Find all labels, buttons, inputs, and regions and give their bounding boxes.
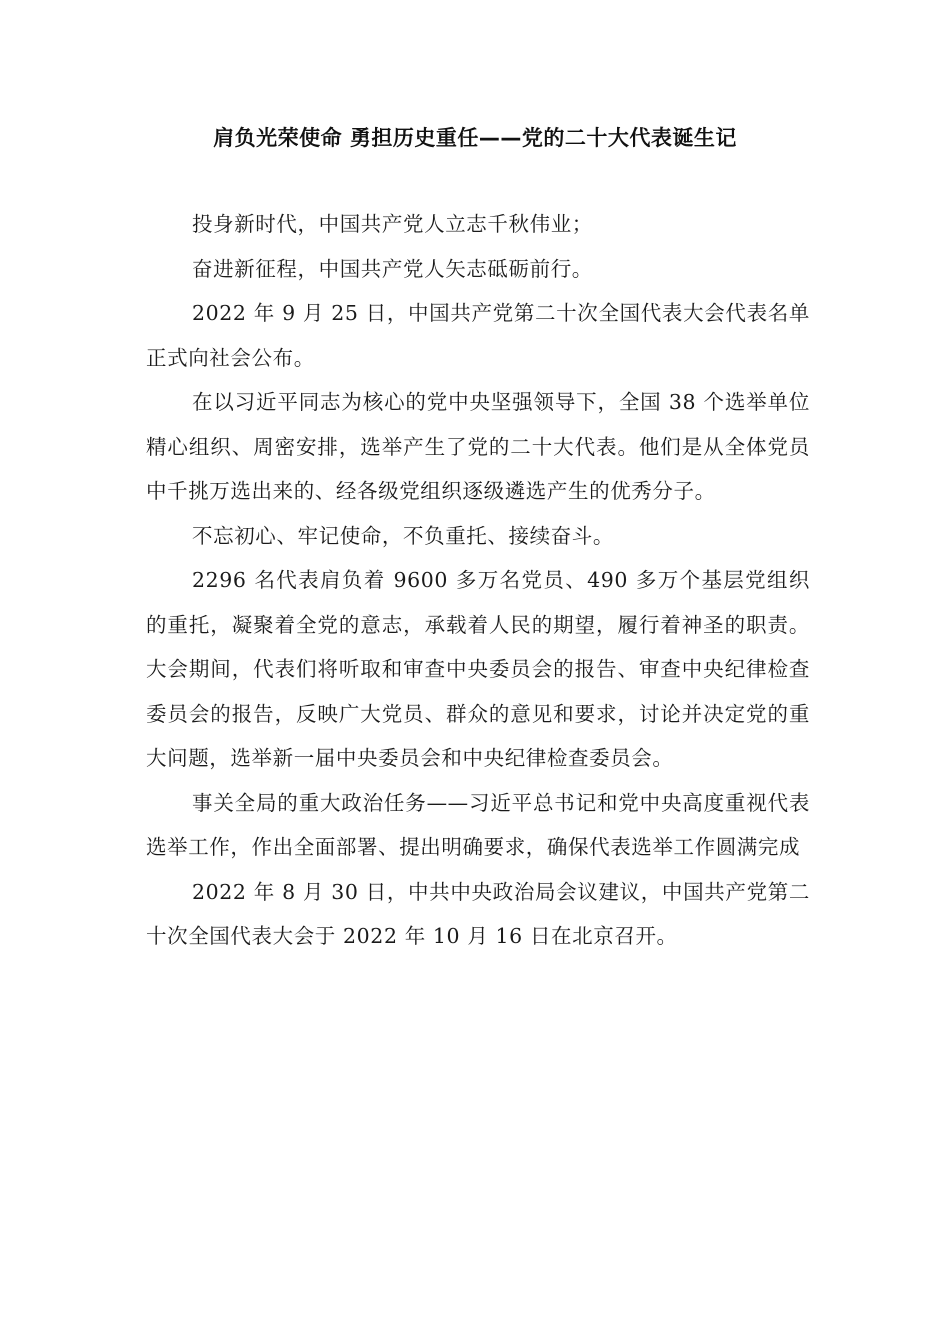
paragraph-1: 投身新时代，中国共产党人立志千秋伟业； [192,212,593,236]
paragraph-7: 事关全局的重大政治任务——习近平总书记和党中央高度重视代表选举工作，作出全面部署、提出明确要求，确保代表选举工作圆满完成 [146,790,810,859]
paragraph-2: 奋进新征程，中国共产党人矢志砥砺前行。 [192,256,593,281]
document-title: 肩负光荣使命 勇担历史重任——党的二十大代表诞生记 [213,126,737,150]
paragraph-8: 2022 年 8 月 30 日，中共中央政治局会议建议，中国共产党第二十次全国代表大会于 2022 年 10 月 16 日在北京召开。 [146,879,810,948]
paragraph-6: 2296 名代表肩负着 9600 多万名党员、490 多万个基层党组织的重托，凝聚着全党的意志，承载着人民的期望，履行着神圣的职责。大会期间，代表们将听取和审查中央委员会的报告、审查中央纪律检查委员会的报告，反映广大党员、群众的意见和要求，讨论并决定党的重大问题，选举新一届中央委员会和中央纪律检查委员会。 [146,568,810,770]
paragraph-4: 在以习近平同志为核心的党中央坚强领导下，全国 38 个选举单位精心组织、周密安排，选举产生了党的二十大代表。他们是从全体党员中千挑万选出来的、经各级党组织逐级遴选产生的优秀分子。 [146,390,810,503]
paragraph-5: 不忘初心、牢记使命，不负重托、接续奋斗。 [192,523,614,548]
paragraph-3: 2022 年 9 月 25 日，中国共产党第二十次全国代表大会代表名单正式向社会公布。 [146,301,810,370]
document-body [146,202,810,959]
